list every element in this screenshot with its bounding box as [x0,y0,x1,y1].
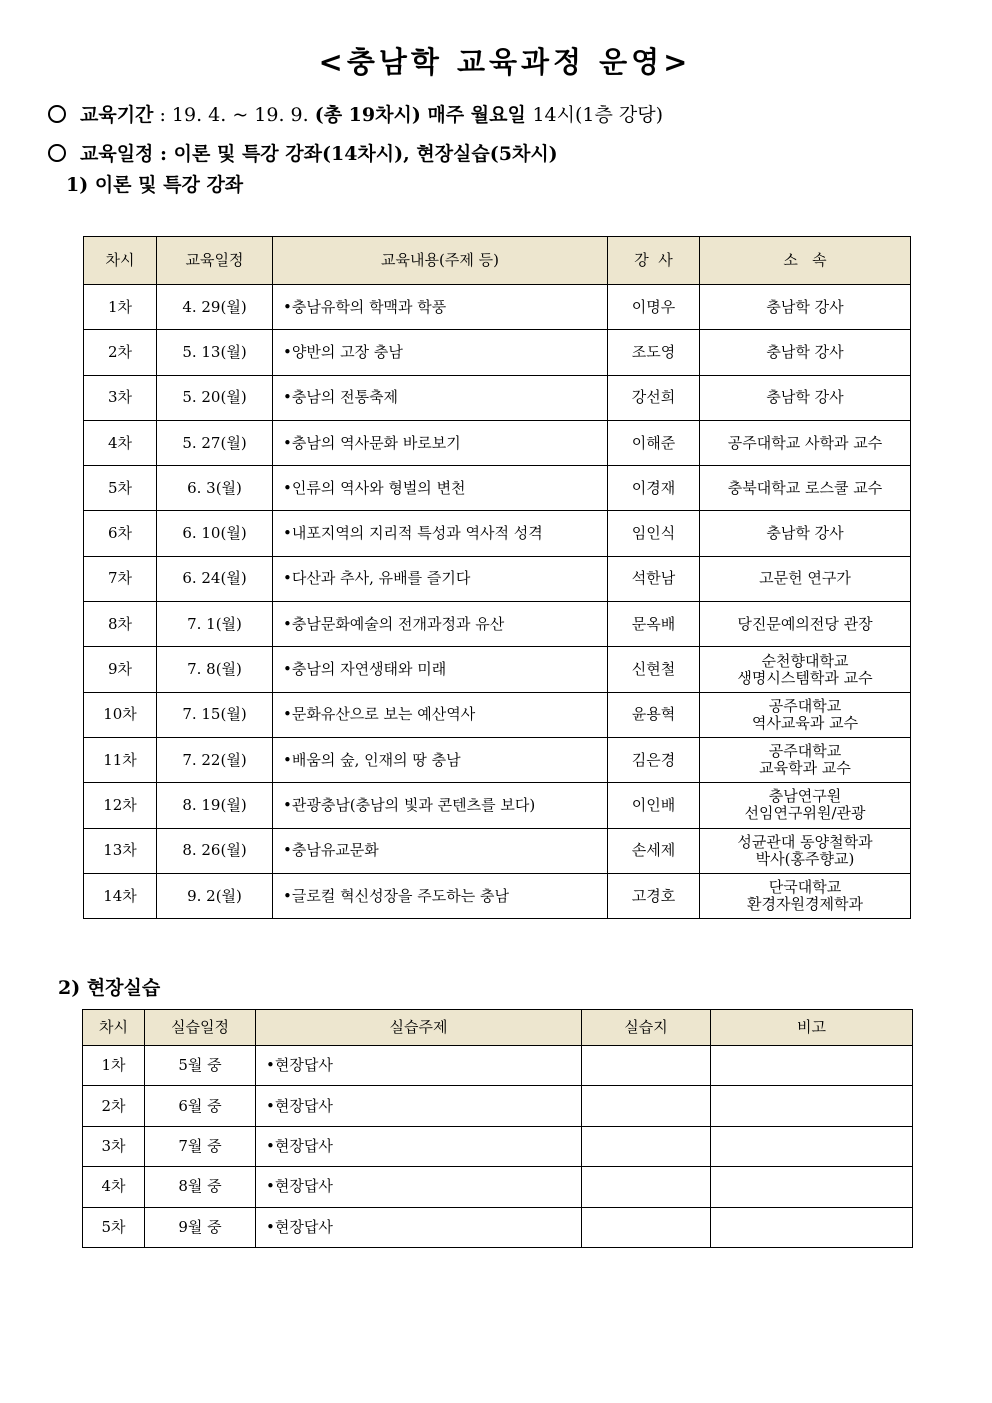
date-cell: 5. 27(월) [157,420,273,465]
date-cell: 6. 24(월) [157,556,273,601]
topic-cell: •충남유교문화 [273,828,608,873]
lecturer-cell: 이경재 [608,466,700,511]
affiliation-cell: 충남학 강사 [700,375,911,420]
session-cell: 13차 [84,828,157,873]
place-cell [582,1086,711,1126]
topic-cell: •글로컬 혁신성장을 주도하는 충남 [273,873,608,918]
topic-cell: •관광충남(충남의 빛과 콘텐츠를 보다) [273,783,608,828]
topic-cell: •문화유산으로 보는 예산역사 [273,692,608,737]
topic-cell: •현장답사 [256,1046,582,1086]
session-cell: 6차 [84,511,157,556]
header-session: 차시 [84,237,157,285]
table-header-row [84,237,911,285]
page-title: <충남학 교육과정 운영> [318,45,692,79]
lecture-table [83,236,911,919]
table-row [84,420,911,465]
table-row [84,737,911,782]
table-row [83,1086,913,1126]
affiliation-cell: 공주대학교 역사교육과 교수 [700,692,911,737]
date-cell: 7. 1(월) [157,602,273,647]
date-cell: 6월 중 [145,1086,256,1126]
header-date: 교육일정 [157,237,273,285]
period-label: 교육기간 [80,104,154,126]
table-row [83,1126,913,1166]
session-cell: 12차 [84,783,157,828]
date-cell: 7. 15(월) [157,692,273,737]
session-cell: 5차 [83,1207,145,1247]
topic-cell: •배움의 숲, 인재의 땅 충남 [273,737,608,782]
table-row [84,556,911,601]
table-row [84,375,911,420]
header-session: 차시 [83,1010,145,1046]
date-cell: 8. 19(월) [157,783,273,828]
topic-cell: •양반의 고장 충남 [273,330,608,375]
table-row [83,1167,913,1207]
topic-cell: •인류의 역사와 형벌의 변천 [273,466,608,511]
info-period [48,100,663,127]
section-title-fieldwork: 2) 현장실습 [58,977,161,999]
period-extra: (총 19차시) 매주 월요일 [314,104,533,126]
period-value: : 19. 4. ~ 19. 9. [153,104,315,126]
table-row [84,783,911,828]
date-cell: 9. 2(월) [157,873,273,918]
topic-cell: •현장답사 [256,1126,582,1166]
session-cell: 2차 [83,1086,145,1126]
session-cell: 10차 [84,692,157,737]
date-cell: 5. 13(월) [157,330,273,375]
place-cell [582,1046,711,1086]
lecturer-cell: 문옥배 [608,602,700,647]
session-cell: 14차 [84,873,157,918]
table-row [84,692,911,737]
session-cell: 9차 [84,647,157,692]
note-cell [711,1046,913,1086]
lecturer-cell: 이인배 [608,783,700,828]
fieldwork-table [82,1009,913,1248]
affiliation-cell: 순천향대학교 생명시스템학과 교수 [700,647,911,692]
topic-cell: •충남의 자연생태와 미래 [273,647,608,692]
date-cell: 7월 중 [145,1126,256,1166]
header-note: 비고 [711,1010,913,1046]
schedule-value: : 이론 및 특강 강좌(14차시), 현장실습(5차시) [153,143,558,165]
affiliation-cell: 충남학 강사 [700,285,911,330]
header-affiliation: 소 속 [700,237,911,285]
note-cell [711,1167,913,1207]
note-cell [711,1086,913,1126]
topic-cell: •충남의 역사문화 바로보기 [273,420,608,465]
section-title-lectures: 1) 이론 및 특강 강좌 [66,174,244,196]
date-cell: 4. 29(월) [157,285,273,330]
date-cell: 8월 중 [145,1167,256,1207]
lecturer-cell: 이해준 [608,420,700,465]
lecturer-cell: 신현철 [608,647,700,692]
date-cell: 6. 3(월) [157,466,273,511]
affiliation-cell: 공주대학교 사학과 교수 [700,420,911,465]
affiliation-cell: 충북대학교 로스쿨 교수 [700,466,911,511]
place-cell [582,1167,711,1207]
topic-cell: •내포지역의 지리적 특성과 역사적 성격 [273,511,608,556]
session-cell: 1차 [84,285,157,330]
session-cell: 8차 [84,602,157,647]
table-header-row [83,1010,913,1046]
date-cell: 8. 26(월) [157,828,273,873]
header-lecturer: 강 사 [608,237,700,285]
table-row [84,285,911,330]
header-topic: 실습주제 [256,1010,582,1046]
date-cell: 9월 중 [145,1207,256,1247]
affiliation-cell: 충남연구원 선임연구위원/관광 [700,783,911,828]
table-row [84,330,911,375]
date-cell: 7. 22(월) [157,737,273,782]
table-row [84,466,911,511]
topic-cell: •충남의 전통축제 [273,375,608,420]
topic-cell: •현장답사 [256,1207,582,1247]
header-place: 실습지 [582,1010,711,1046]
date-cell: 7. 8(월) [157,647,273,692]
session-cell: 4차 [83,1167,145,1207]
date-cell: 5. 20(월) [157,375,273,420]
session-cell: 1차 [83,1046,145,1086]
topic-cell: •다산과 추사, 유배를 즐기다 [273,556,608,601]
lecturer-cell: 임인식 [608,511,700,556]
session-cell: 7차 [84,556,157,601]
table-row [84,511,911,556]
lecturer-cell: 고경호 [608,873,700,918]
circle-bullet-icon [48,105,66,123]
session-cell: 3차 [84,375,157,420]
lecturer-cell: 이명우 [608,285,700,330]
session-cell: 11차 [84,737,157,782]
lecturer-cell: 조도영 [608,330,700,375]
table-row [84,873,911,918]
session-cell: 4차 [84,420,157,465]
session-cell: 5차 [84,466,157,511]
note-cell [711,1207,913,1247]
topic-cell: •현장답사 [256,1167,582,1207]
affiliation-cell: 공주대학교 교육학과 교수 [700,737,911,782]
note-cell [711,1126,913,1166]
topic-cell: •충남유학의 학맥과 학풍 [273,285,608,330]
table-row [83,1207,913,1247]
lecturer-cell: 김은경 [608,737,700,782]
affiliation-cell: 고문헌 연구가 [700,556,911,601]
affiliation-cell: 충남학 강사 [700,330,911,375]
schedule-label: 교육일정 [80,143,154,165]
table-row [84,602,911,647]
lecturer-cell: 강선희 [608,375,700,420]
session-cell: 2차 [84,330,157,375]
date-cell: 5월 중 [145,1046,256,1086]
affiliation-cell: 성균관대 동양철학과 박사(홍주향교) [700,828,911,873]
lecturer-cell: 석한남 [608,556,700,601]
place-cell [582,1207,711,1247]
lecturer-cell: 손세제 [608,828,700,873]
affiliation-cell: 당진문예의전당 관장 [700,602,911,647]
period-time: 14시(1층 강당) [532,104,663,126]
place-cell [582,1126,711,1166]
table-row [83,1046,913,1086]
info-schedule [48,139,558,166]
header-date: 실습일정 [145,1010,256,1046]
date-cell: 6. 10(월) [157,511,273,556]
affiliation-cell: 충남학 강사 [700,511,911,556]
topic-cell: •충남문화예술의 전개과정과 유산 [273,602,608,647]
affiliation-cell: 단국대학교 환경자원경제학과 [700,873,911,918]
session-cell: 3차 [83,1126,145,1166]
table-row [84,647,911,692]
lecturer-cell: 윤용혁 [608,692,700,737]
topic-cell: •현장답사 [256,1086,582,1126]
table-row [84,828,911,873]
circle-bullet-icon [48,144,66,162]
header-topic: 교육내용(주제 등) [273,237,608,285]
